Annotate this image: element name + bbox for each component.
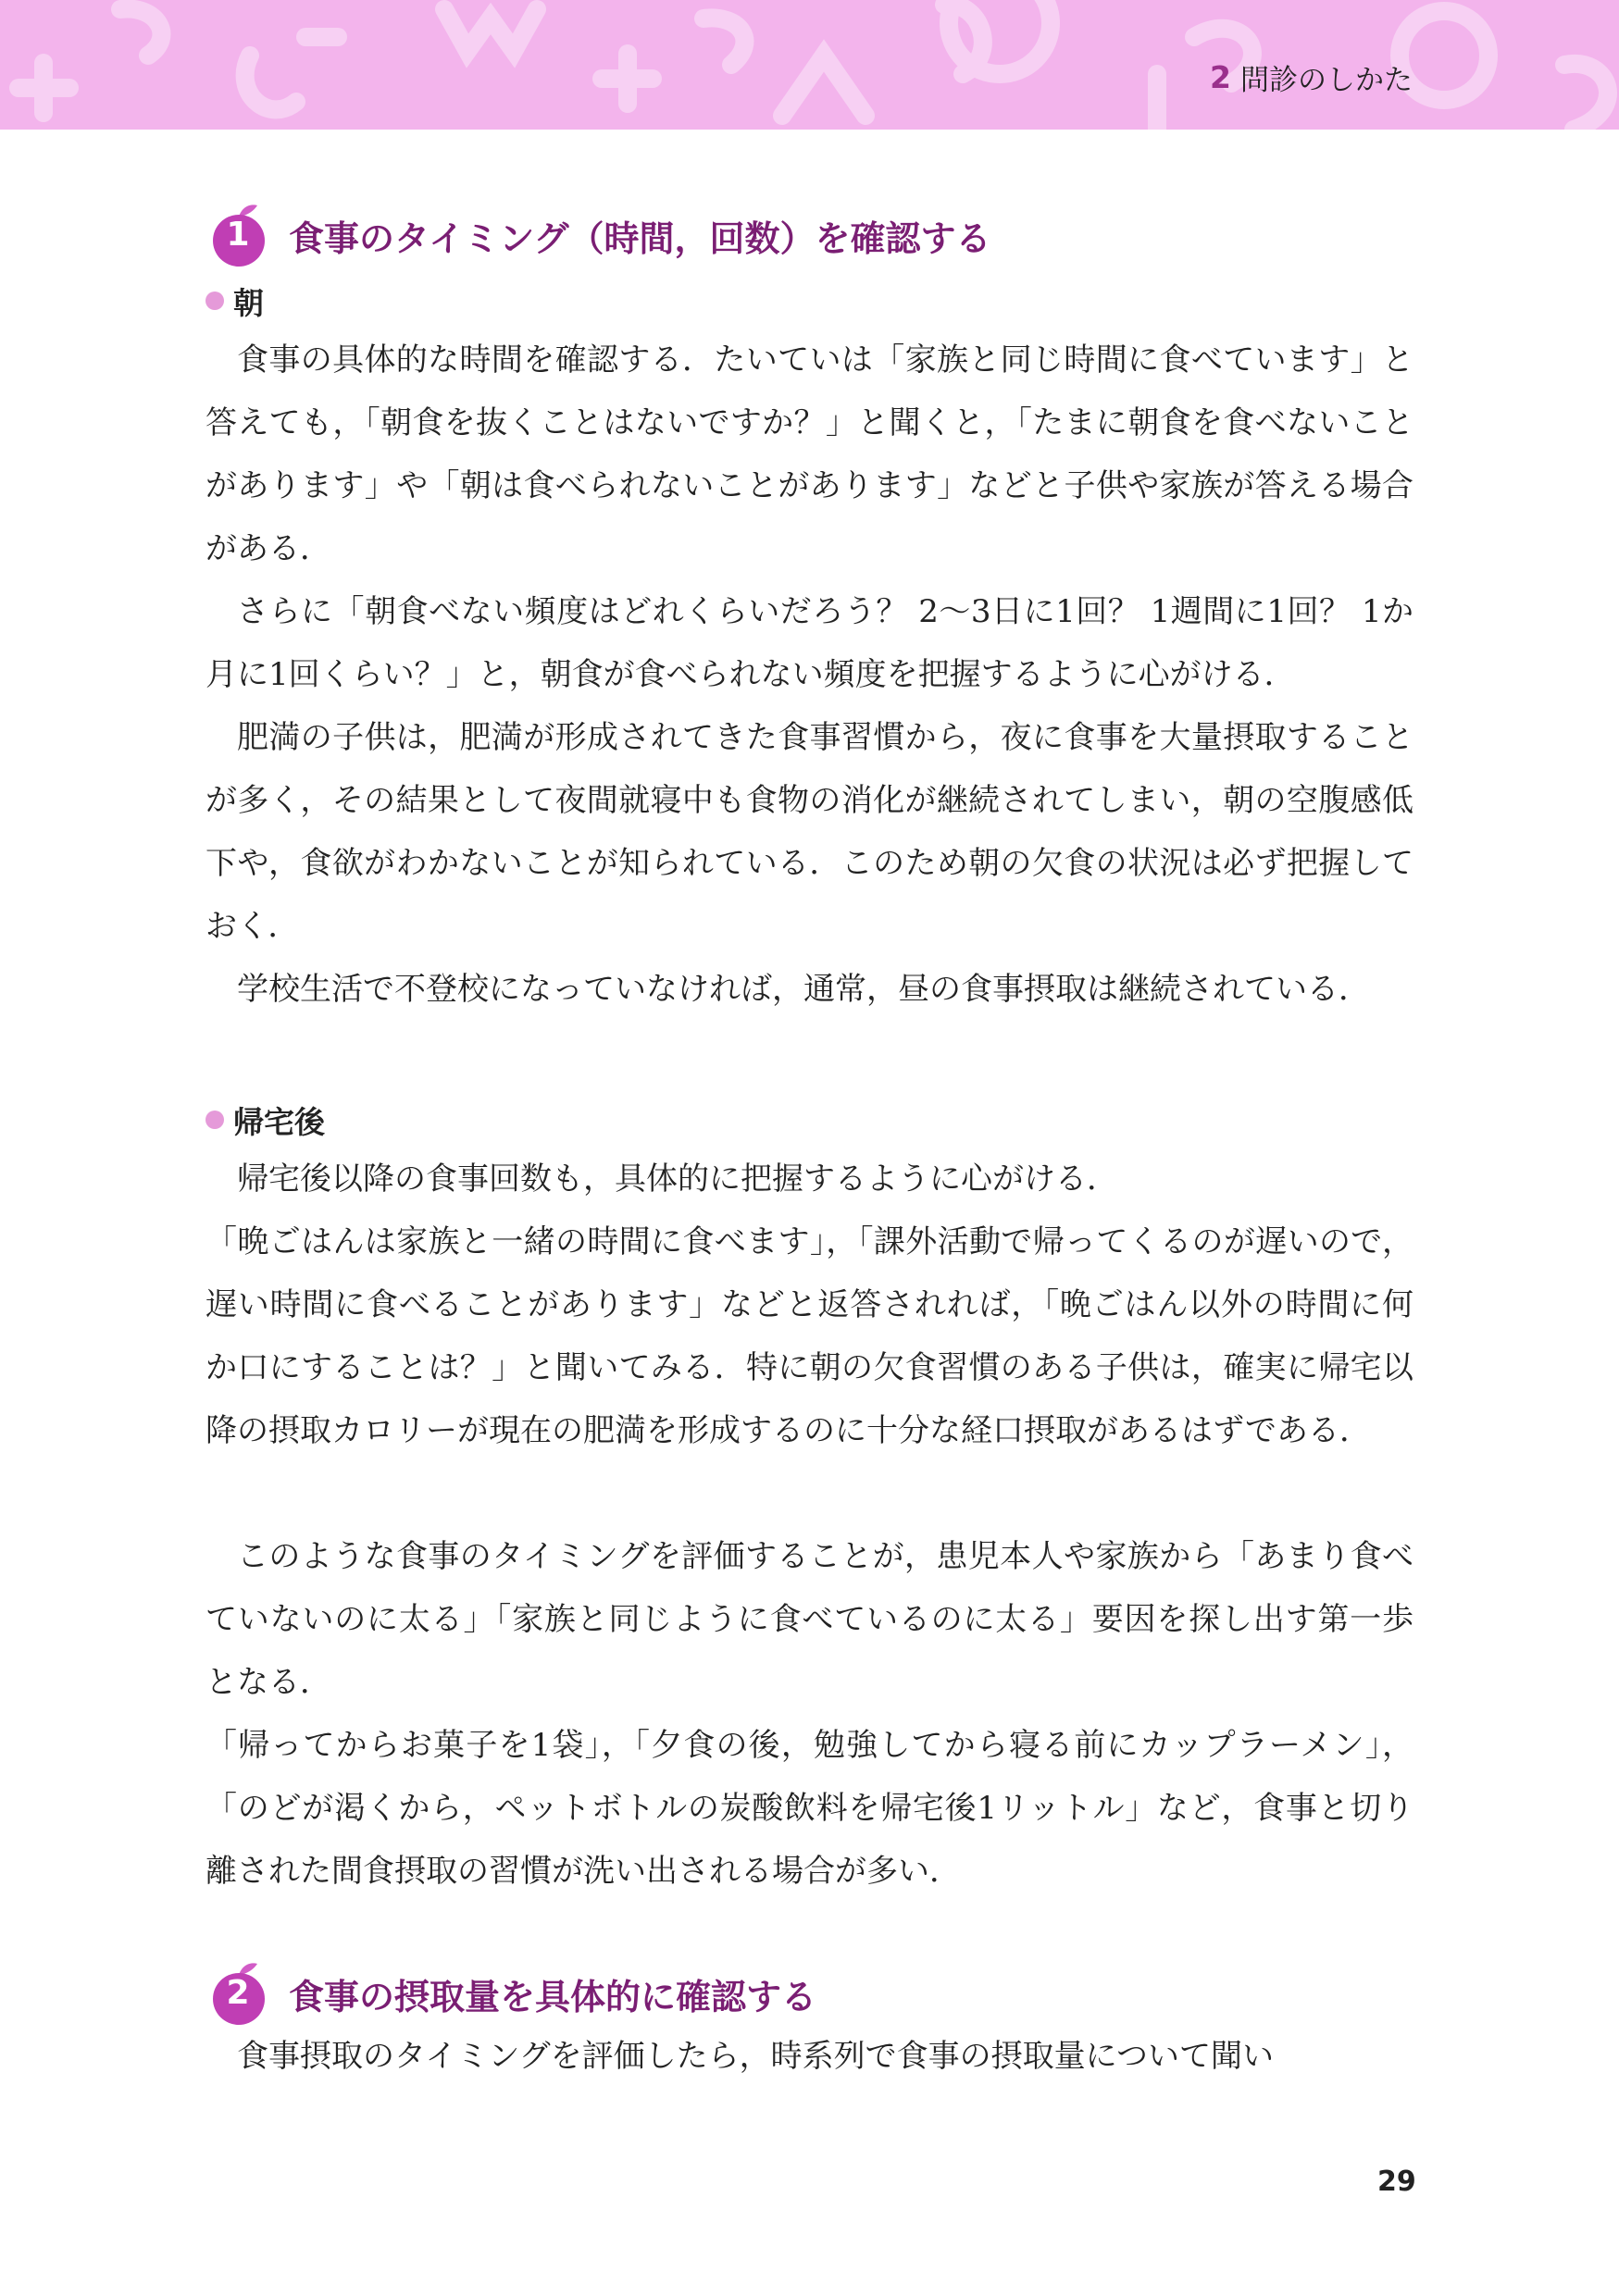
paragraph: 肥満の子供は，肥満が形成されてきた食事習慣から，夜に食事を大量摂取することが多く，その結果として夜間就寝中も食物の消化が継続されてしまい，朝の空腹感低下や，食欲がわかないことが知られている．このため朝の欠食の状況は必ず把握しておく． — [205, 719, 1414, 945]
paragraph: 学校生活で不登校になっていなければ，通常，昼の食事摂取は継続されている． — [237, 971, 1370, 1008]
paragraph: 「晩ごはんは家族と一緒の時間に食べます」，「課外活動で帰ってくるのが遅いので，遅い時間に食べることがあります」などと返答されれば，「晩ごはん以外の時間に何か口にすることは？」と聞いてみる．特に朝の欠食習慣のある子供は，確実に帰宅以降の摂取カロリーが現在の肥満を形成するのに十分な経口摂取があるはずである． — [205, 1223, 1414, 1449]
bullet-dot-icon — [205, 292, 224, 310]
subheading-morning — [205, 282, 264, 319]
section-heading-1 — [205, 202, 990, 268]
section-title: 食事の摂取量を具体的に確認する — [289, 1976, 817, 2017]
section-title: 食事のタイミング（時間，回数）を確認する — [289, 217, 991, 259]
paragraph: 帰宅後以降の食事回数も，具体的に把握するように心がける． — [237, 1160, 1118, 1198]
bullet-dot-icon — [205, 1111, 224, 1129]
paragraph: 食事の具体的な時間を確認する．たいていは「家族と同じ時間に食べています」と答えても，「朝食を抜くことはないですか？」と聞くと，「たまに朝食を食べないことがあります」や「朝は食べられないことがあります」などと子供や家族が答える場合がある． — [205, 341, 1414, 567]
apple-number-icon — [205, 202, 272, 268]
subheading-label: 帰宅後 — [233, 1103, 325, 1140]
paragraph: このような食事のタイミングを評価することが，患児本人や家族から「あまり食べていないのに太る」「家族と同じように食べているのに太る」要因を探し出す第一歩となる． — [205, 1538, 1414, 1701]
header-band — [0, 0, 1619, 130]
subheading-label: 朝 — [233, 284, 264, 321]
subheading-after-school — [205, 1101, 325, 1138]
chapter-title: 問診のしかた — [1240, 63, 1413, 97]
section-heading-2 — [205, 1960, 816, 2027]
chapter-label — [1210, 56, 1413, 98]
section-number: 1 — [226, 216, 250, 254]
paragraph: 「帰ってからお菓子を1袋」，「夕食の後，勉強してから寝る前にカップラーメン」，「のどが渇くから，ペットボトルの炭酸飲料を帰宅後1リットル」など，食事と切り離された間食摂取の習慣が洗い出される場合が多い． — [205, 1727, 1414, 1890]
page-number: 29 — [1377, 2166, 1416, 2198]
paragraph: 食事摂取のタイミングを評価したら，時系列で食事の摂取量について聞い — [237, 2038, 1274, 2075]
apple-number-icon — [205, 1960, 272, 2027]
chapter-number: 2 — [1210, 58, 1231, 95]
paragraph: さらに「朝食べない頻度はどれくらいだろう？ 2〜3日に1回？ 1週間に1回？ 1か月に1回くらい？」と，朝食が食べられない頻度を把握するように心がける． — [205, 593, 1414, 693]
section-number: 2 — [226, 1974, 250, 2012]
